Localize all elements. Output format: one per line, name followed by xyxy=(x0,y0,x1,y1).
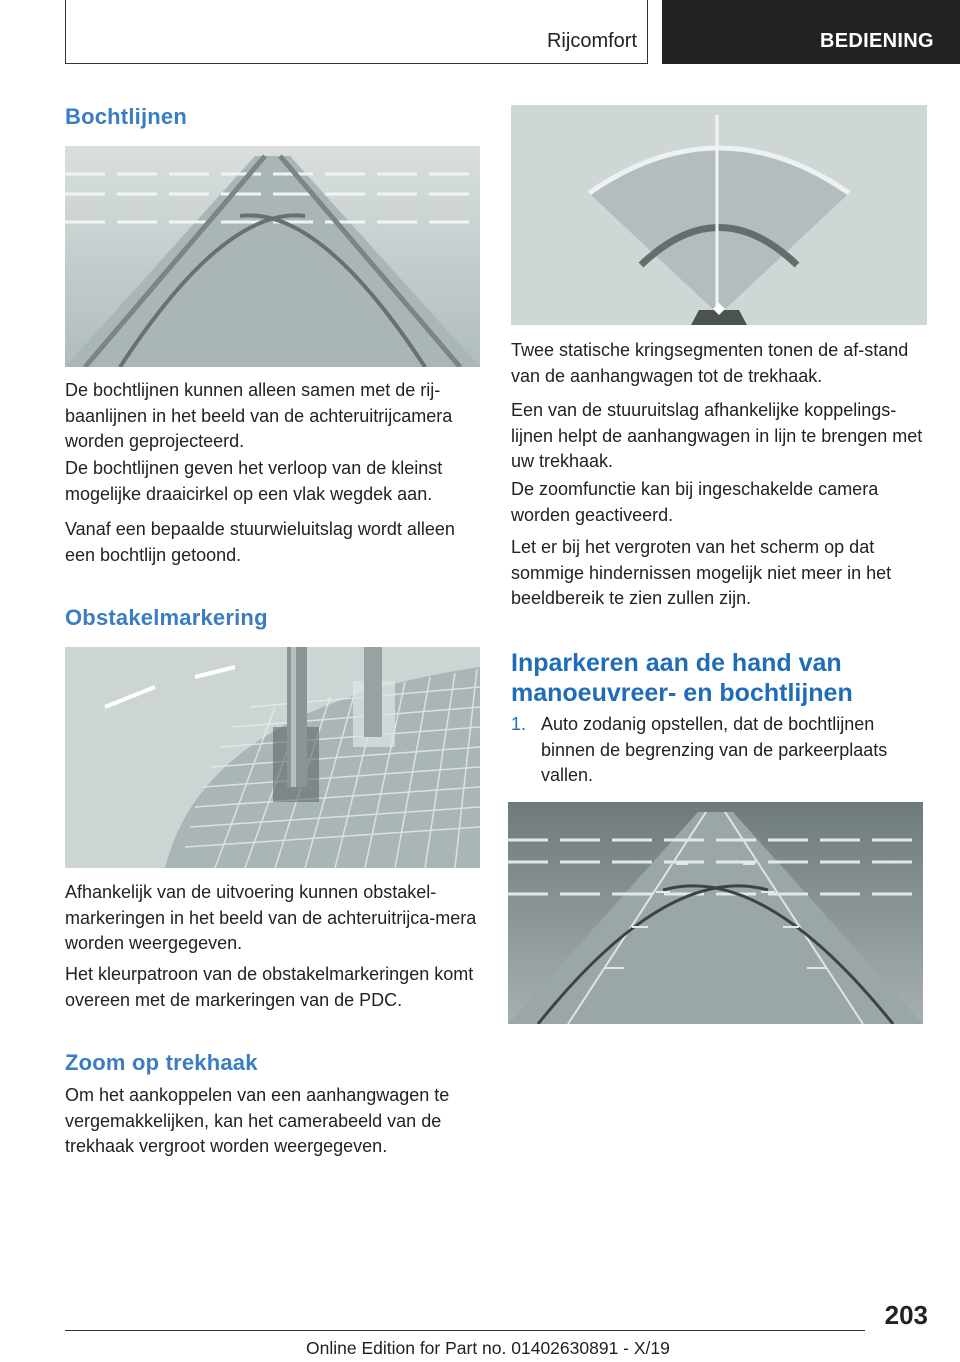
image-inparkeren xyxy=(508,802,923,1024)
paragraph: Een van de stuuruitslag afhankelijke koppelings-lijnen helpt de aanhangwagen in lijn te brengen met uw trekhaak. xyxy=(511,400,923,471)
step-list xyxy=(511,712,927,789)
step-item xyxy=(511,712,927,789)
image-obstakelmarkering xyxy=(65,647,480,868)
paragraph: Het kleurpatroon van de obstakelmarkeringen komt overeen met de markeringen van de PDC. xyxy=(65,964,474,1010)
header-chapter: Rijcomfort xyxy=(546,30,637,52)
step-number: 1. xyxy=(511,714,527,734)
section-title-obstakelmarkering: Obstakelmarkering xyxy=(65,605,268,630)
image-zoom-trekhaak xyxy=(511,105,927,325)
paragraph: Vanaf een bepaalde stuurwieluitslag wordt alleen een bochtlijn getoond. xyxy=(65,519,455,565)
header-section: BEDIENING xyxy=(662,0,960,64)
paragraph: De bochtlijnen geven het verloop van de kleinst mogelijke draaicirkel op een vlak wegdek aan. xyxy=(65,458,443,504)
section-title-bochtlijnen: Bochtlijnen xyxy=(65,104,187,129)
page-number: 203 xyxy=(884,1300,928,1330)
paragraph: Om het aankoppelen van een aanhangwagen te vergemakkelijken, kan het camerabeeld van de trekhaak vergroot worden weergegeven. xyxy=(65,1085,450,1156)
paragraph: De zoomfunctie kan bij ingeschakelde camera worden geactiveerd. xyxy=(511,479,879,525)
paragraph: Twee statische kringsegmenten tonen de af-stand van de aanhangwagen tot de trekhaak. xyxy=(511,340,909,386)
footer-divider xyxy=(65,1330,865,1331)
header-chapter-box xyxy=(65,0,648,64)
step-text: Auto zodanig opstellen, dat de bochtlijnen binnen de begrenzing van de parkeerplaats vallen. xyxy=(541,714,888,785)
section-title-inparkeren: Inparkeren aan de hand van manoeuvreer- en bochtlijnen xyxy=(511,649,853,707)
paragraph: Afhankelijk van de uitvoering kunnen obstakel-markeringen in het beeld van de achteruitrijca-mera worden weergegeven. xyxy=(65,882,477,953)
paragraph: Let er bij het vergroten van het scherm op dat sommige hindernissen mogelijk niet meer in het beeldbereik te zien zullen zijn. xyxy=(511,537,892,608)
image-bochtlijnen xyxy=(65,146,480,367)
footer-text: Online Edition for Part no. 01402630891 - X/19 xyxy=(306,1338,670,1358)
paragraph: De bochtlijnen kunnen alleen samen met de rij-baanlijnen in het beeld van de achteruitrijcamera worden geprojecteerd. xyxy=(65,380,453,451)
section-title-zoom-op-trekhaak: Zoom op trekhaak xyxy=(65,1050,258,1075)
